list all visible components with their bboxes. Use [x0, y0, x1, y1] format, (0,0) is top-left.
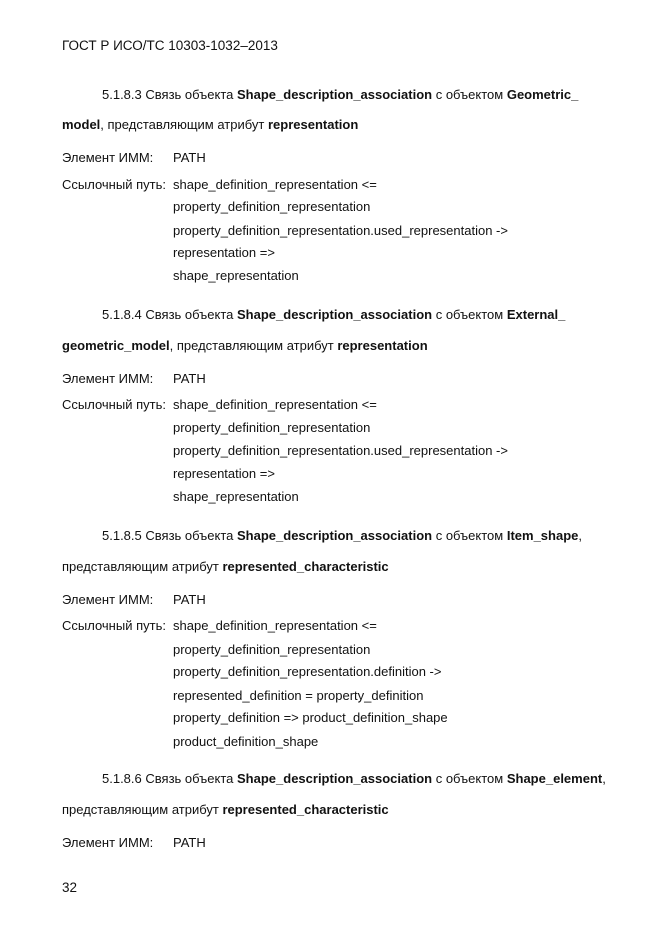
- section-number: 5.1.8.3: [102, 87, 142, 102]
- reference-path-line: property_definition_representation.used_representation ->: [173, 223, 508, 238]
- reference-path-line: product_definition_shape: [173, 734, 319, 749]
- section-heading-5-1-8-4-cont: [62, 338, 428, 354]
- reference-path-line: property_definition => product_definition_shape: [173, 710, 448, 725]
- imm-element-label: Элемент ИММ:: [62, 150, 154, 165]
- reference-path-line: property_definition_representation: [173, 199, 371, 214]
- attribute-name: represented_characteristic: [222, 559, 389, 574]
- section-heading-5-1-8-6: [102, 771, 606, 787]
- target-entity-name: Geometric_: [506, 87, 579, 102]
- reference-path-line: shape_definition_representation <=: [173, 177, 377, 192]
- imm-element-label: Элемент ИММ:: [62, 835, 154, 850]
- section-number: 5.1.8.6: [102, 771, 142, 786]
- heading-text: , представляющим атрибут: [100, 117, 268, 132]
- heading-text: ,: [602, 771, 606, 786]
- heading-text: Связь объекта: [145, 87, 238, 102]
- section-number: 5.1.8.5: [102, 528, 142, 543]
- attribute-name: representation: [267, 117, 359, 132]
- entity-name: Shape_description_association: [237, 87, 433, 102]
- imm-element-label: Элемент ИММ:: [62, 592, 154, 607]
- heading-text: Связь объекта: [145, 307, 238, 322]
- reference-path-line: representation =>: [173, 466, 275, 481]
- target-entity-name: External_: [506, 307, 566, 322]
- target-entity-name: geometric_model: [62, 338, 170, 353]
- reference-path-line: represented_definition = property_definition: [173, 688, 424, 703]
- imm-element-label: Элемент ИММ:: [62, 371, 154, 386]
- heading-text: представляющим атрибут: [62, 559, 223, 574]
- section-number: 5.1.8.4: [102, 307, 142, 322]
- target-entity-name: model: [62, 117, 101, 132]
- page-header: ГОСТ Р ИСО/ТС 10303-1032–2013: [62, 38, 278, 53]
- entity-name: Shape_description_association: [237, 528, 433, 543]
- reference-path-label: Ссылочный путь:: [62, 618, 166, 633]
- imm-element-value: PATH: [173, 371, 206, 386]
- reference-path-line: property_definition_representation.definition ->: [173, 664, 442, 679]
- heading-text: ,: [578, 528, 583, 543]
- section-heading-5-1-8-5: [102, 528, 582, 544]
- imm-element-value: PATH: [173, 835, 206, 850]
- imm-element-value: PATH: [173, 592, 206, 607]
- reference-path-line: property_definition_representation: [173, 420, 371, 435]
- heading-text: с объектом: [432, 771, 507, 786]
- target-entity-name: Shape_element: [506, 771, 603, 786]
- reference-path-label: Ссылочный путь:: [62, 177, 166, 192]
- reference-path-line: shape_representation: [173, 268, 299, 283]
- target-entity-name: Item_shape: [506, 528, 579, 543]
- heading-text: представляющим атрибут: [62, 802, 223, 817]
- page-number: 32: [62, 880, 78, 895]
- attribute-name: represented_characteristic: [222, 802, 389, 817]
- reference-path-line: representation =>: [173, 245, 275, 260]
- heading-text: Связь объекта: [145, 771, 238, 786]
- reference-path-line: property_definition_representation: [173, 642, 371, 657]
- heading-text: , представляющим атрибут: [169, 338, 338, 353]
- imm-element-value: PATH: [173, 150, 206, 165]
- reference-path-line: property_definition_representation.used_representation ->: [173, 443, 508, 458]
- reference-path-line: shape_definition_representation <=: [173, 397, 377, 412]
- section-heading-5-1-8-3: [102, 87, 578, 103]
- heading-text: с объектом: [432, 307, 507, 322]
- reference-path-line: shape_definition_representation <=: [173, 618, 377, 633]
- section-heading-5-1-8-6-cont: [62, 802, 389, 818]
- section-heading-5-1-8-4: [102, 307, 565, 323]
- attribute-name: representation: [337, 338, 428, 353]
- section-heading-5-1-8-5-cont: [62, 559, 389, 575]
- heading-text: с объектом: [432, 87, 507, 102]
- entity-name: Shape_description_association: [237, 307, 433, 322]
- reference-path-label: Ссылочный путь:: [62, 397, 166, 412]
- entity-name: Shape_description_association: [237, 771, 433, 786]
- heading-text: Связь объекта: [145, 528, 238, 543]
- reference-path-line: shape_representation: [173, 489, 299, 504]
- section-heading-5-1-8-3-cont: [62, 117, 358, 133]
- heading-text: с объектом: [432, 528, 507, 543]
